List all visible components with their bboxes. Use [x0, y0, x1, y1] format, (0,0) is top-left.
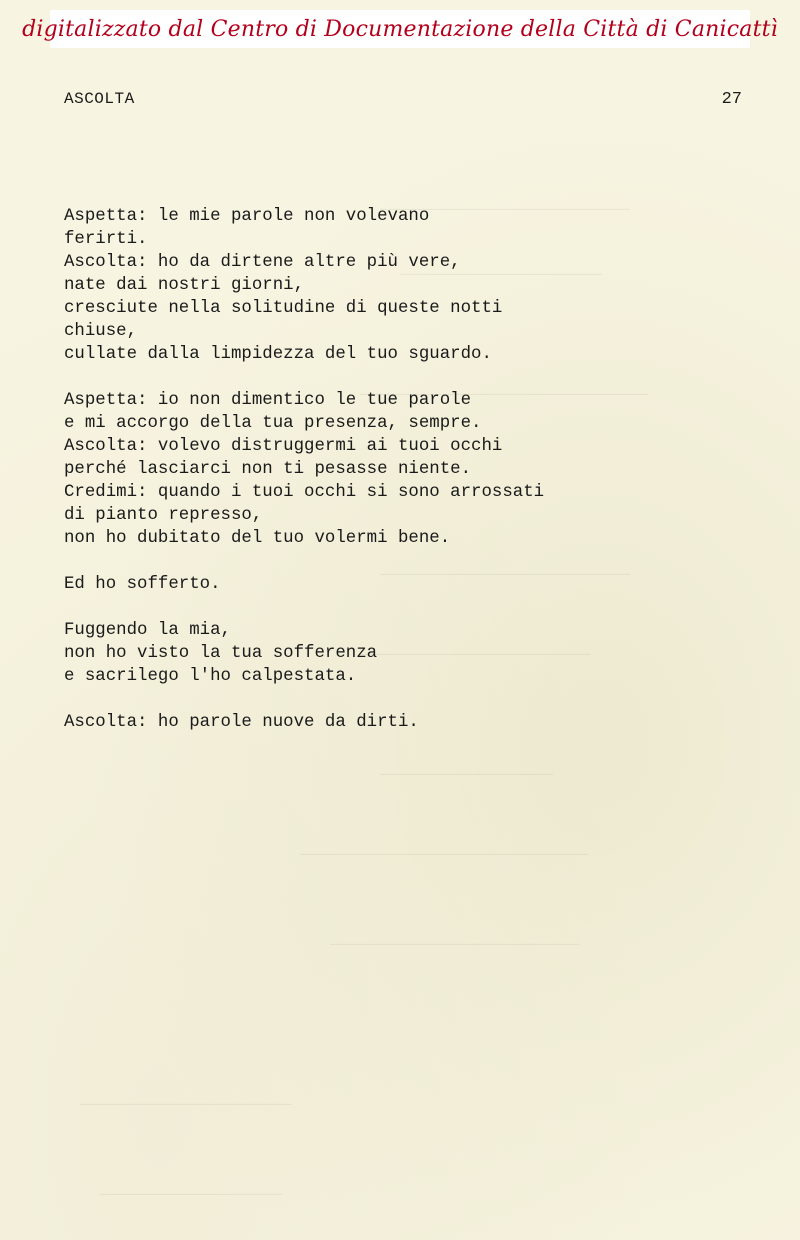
poem-line: Ascolta: ho da dirtene altre più vere, — [64, 253, 461, 272]
poem-line: non ho visto la tua sofferenza — [64, 644, 378, 663]
poem-line: Fuggendo la mia, — [64, 621, 231, 640]
stanza-5 — [64, 711, 704, 734]
poem-line: non ho dubitato del tuo volermi bene. — [64, 529, 451, 548]
poem-line: cullate dalla limpidezza del tuo sguardo. — [64, 345, 492, 364]
poem-body — [64, 205, 704, 757]
poem-line: e sacrilego l'ho calpestata. — [64, 667, 357, 686]
page-number: 27 — [721, 90, 742, 109]
poem-line: chiuse, — [64, 322, 138, 341]
poem-line: Aspetta: le mie parole non volevano — [64, 207, 430, 226]
digitization-watermark — [22, 10, 778, 48]
stanza-4 — [64, 619, 704, 688]
poem-line: Credimi: quando i tuoi occhi si sono arrossati — [64, 483, 545, 502]
stanza-1 — [64, 205, 704, 366]
poem-line: nate dai nostri giorni, — [64, 276, 305, 295]
poem-line: Ed ho sofferto. — [64, 575, 221, 594]
poem-line: cresciute nella solitudine di queste notti — [64, 299, 503, 318]
poem-line: e mi accorgo della tua presenza, sempre. — [64, 414, 482, 433]
poem-line: ferirti. — [64, 230, 148, 249]
poem-line: Ascolta: ho parole nuove da dirti. — [64, 713, 419, 732]
watermark-text: digitalizzato dal Centro di Documentazione della Città di Canicattì — [22, 16, 778, 42]
stanza-3 — [64, 573, 704, 596]
poem-line: Aspetta: io non dimentico le tue parole — [64, 391, 472, 410]
poem-line: di pianto represso, — [64, 506, 263, 525]
poem-line: Ascolta: volevo distruggermi ai tuoi occhi — [64, 437, 503, 456]
running-head-title: ASCOLTA — [64, 90, 135, 108]
stanza-2 — [64, 389, 704, 550]
poem-line: perché lasciarci non ti pesasse niente. — [64, 460, 472, 479]
reverse-page-show-through: __________________________ _____________________ ______________________________ __________________________ ________________________ __________________ ______________________________ __________________________ ______________________ ___________________ — [80, 195, 649, 1198]
